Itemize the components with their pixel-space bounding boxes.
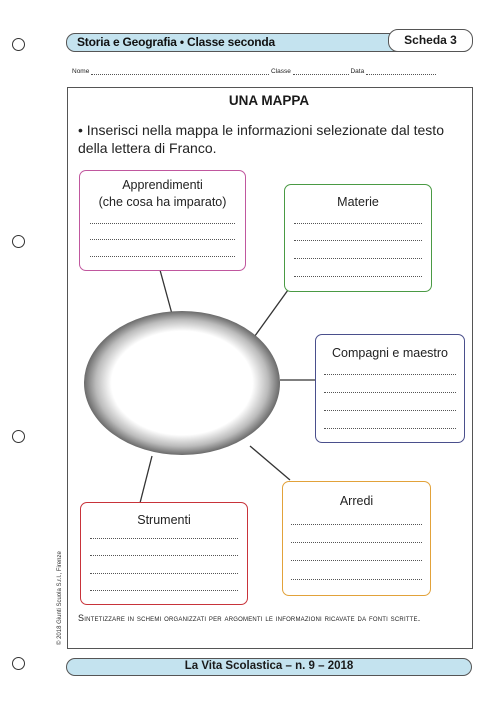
page-title: UNA MAPPA	[228, 93, 310, 108]
write-line[interactable]	[90, 573, 238, 574]
write-line[interactable]	[90, 256, 235, 257]
box-strumenti-title: Strumenti	[137, 513, 191, 527]
name-label: Nome	[72, 68, 90, 75]
box-compagni-title: Compagni e maestro	[331, 346, 449, 360]
write-line[interactable]	[291, 542, 422, 543]
write-line[interactable]	[294, 240, 422, 241]
connector-apprendimenti	[160, 270, 172, 314]
write-line[interactable]	[291, 524, 422, 525]
write-line[interactable]	[294, 223, 422, 224]
box-apprendimenti-subtitle: (che cosa ha imparato)	[98, 195, 227, 209]
write-line[interactable]	[90, 555, 238, 556]
connector-arredi	[250, 446, 290, 480]
connector-materie	[252, 290, 288, 340]
write-line[interactable]	[324, 428, 456, 429]
footer-bar	[66, 658, 472, 676]
box-apprendimenti	[79, 170, 246, 271]
write-line[interactable]	[294, 258, 422, 259]
write-line[interactable]	[90, 538, 238, 539]
instruction-text: • Inserisci nella mappa le informazioni selezionate dal testo della lettera di Franco.	[78, 122, 444, 156]
box-materie	[284, 184, 432, 292]
box-arredi	[282, 481, 431, 596]
write-line[interactable]	[324, 374, 456, 375]
central-oval[interactable]	[84, 311, 280, 455]
write-line[interactable]	[291, 560, 422, 561]
connector-strumenti	[140, 456, 152, 503]
box-materie-title: Materie	[337, 195, 379, 209]
box-strumenti	[80, 502, 248, 605]
subject-label: Storia e Geografia • Classe seconda	[77, 35, 275, 49]
learning-objective-note: Sintetizzare in schemi organizzati per argomenti le informazioni ricavate da fonti scritte.	[78, 613, 421, 623]
box-apprendimenti-title: Apprendimenti	[122, 178, 203, 192]
write-line[interactable]	[90, 239, 235, 240]
write-line[interactable]	[294, 276, 422, 277]
box-compagni-maestro	[315, 334, 465, 443]
copyright-credit: © 2018 Giunti Scuola S.r.l., Firenze	[57, 551, 63, 645]
write-line[interactable]	[90, 223, 235, 224]
write-line[interactable]	[90, 590, 238, 591]
write-line[interactable]	[291, 579, 422, 580]
write-line[interactable]	[324, 410, 456, 411]
footer-label: La Vita Scolastica – n. 9 – 2018	[184, 660, 354, 672]
date-label: Data	[350, 68, 365, 75]
box-arredi-title: Arredi	[339, 494, 374, 508]
sheet-label: Scheda 3	[404, 33, 457, 47]
write-line[interactable]	[324, 392, 456, 393]
class-label: Classe	[270, 68, 291, 75]
